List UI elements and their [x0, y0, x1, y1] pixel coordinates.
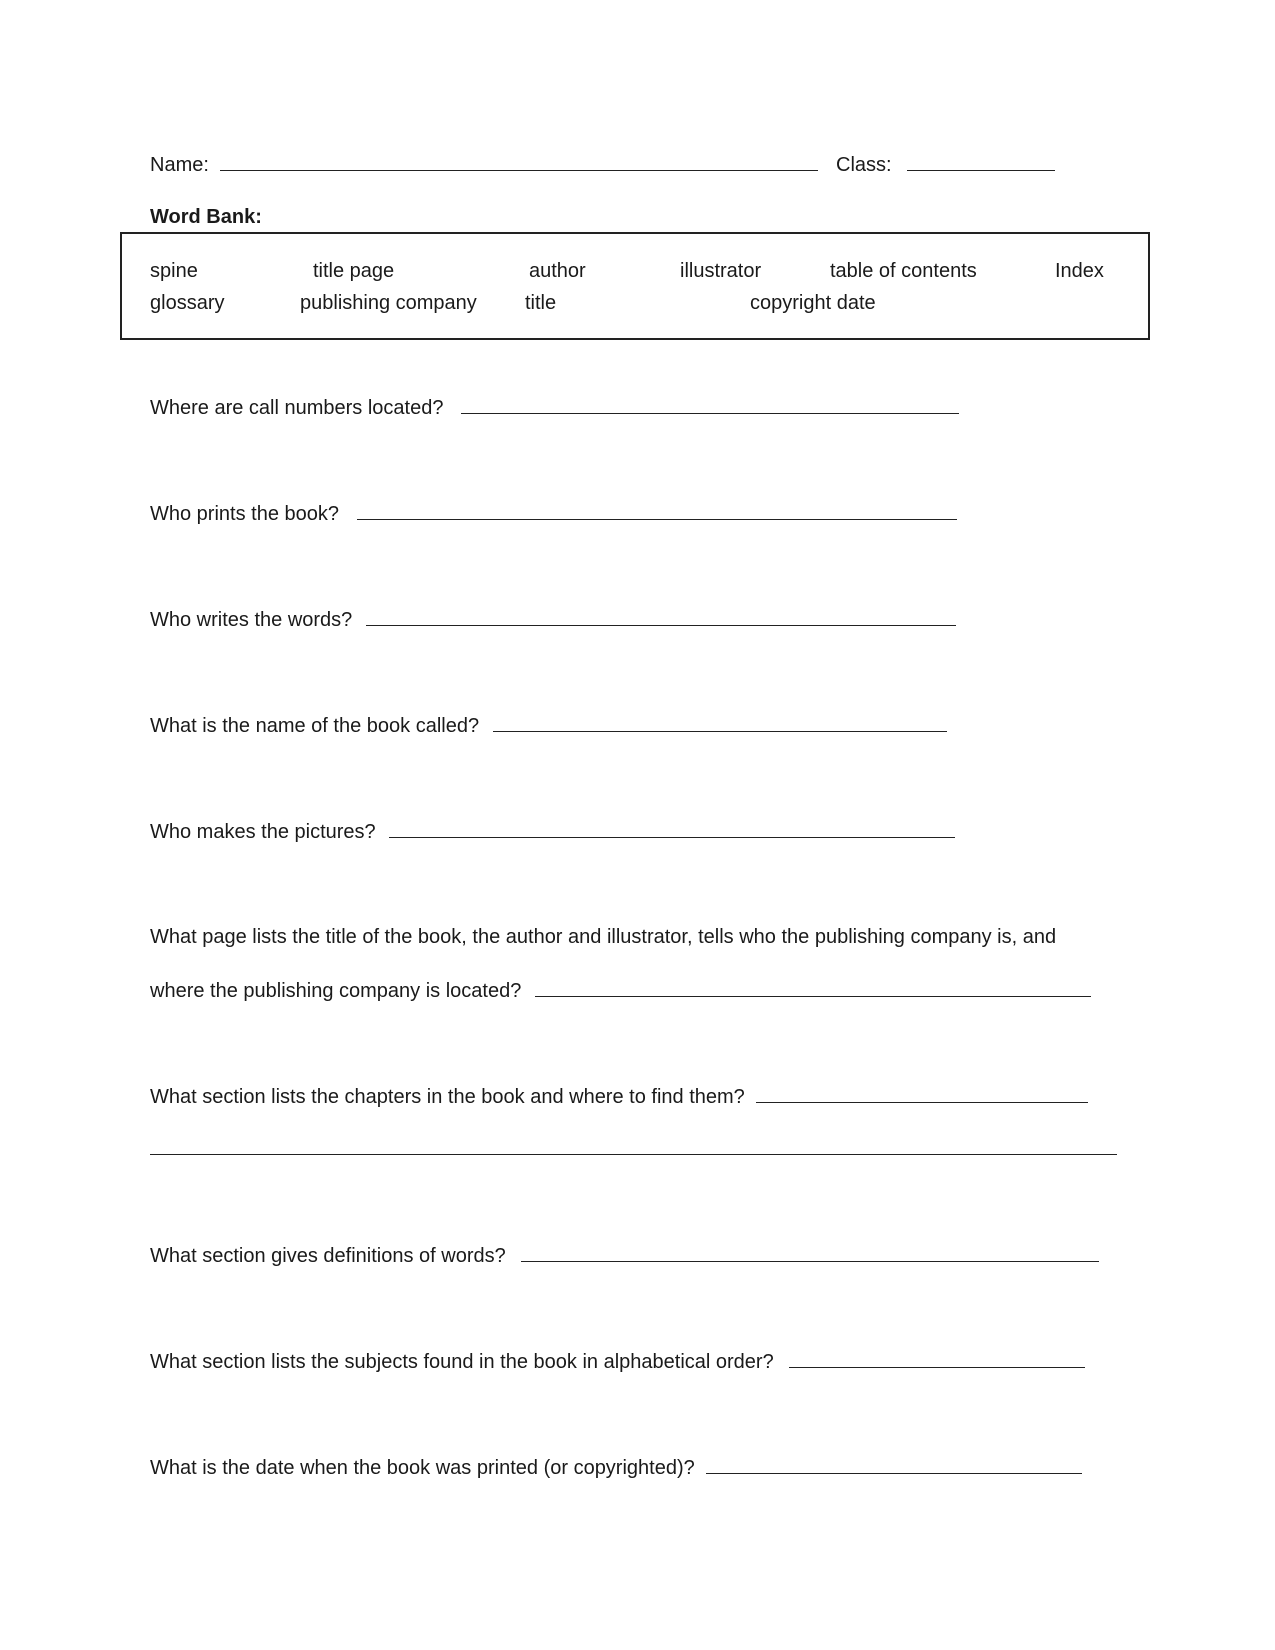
- answer-field[interactable]: [366, 607, 956, 626]
- question-2: [150, 501, 957, 526]
- question-text: What section lists the chapters in the book and where to find them?: [150, 1086, 745, 1108]
- question-6-line-1: What page lists the title of the book, the author and illustrator, tells who the publishing company is, and: [150, 926, 1057, 948]
- word-bank-item: glossary: [150, 292, 225, 314]
- question-text: Who prints the book?: [150, 503, 339, 525]
- question-3: [150, 607, 956, 632]
- answer-field[interactable]: [493, 713, 947, 732]
- question-7: [150, 1084, 1088, 1109]
- question-text: What section lists the subjects found in the book in alphabetical order?: [150, 1351, 774, 1373]
- question-text: Who writes the words?: [150, 609, 353, 631]
- question-6-line-2: [150, 978, 1091, 1003]
- answer-field[interactable]: [706, 1455, 1082, 1474]
- question-text: What is the name of the book called?: [150, 715, 480, 737]
- question-text: What section gives definitions of words?: [150, 1245, 506, 1267]
- word-bank-item: publishing company: [300, 292, 477, 314]
- word-bank-item: copyright date: [750, 292, 876, 314]
- word-bank-item: title: [525, 292, 557, 314]
- name-field[interactable]: [220, 152, 818, 171]
- answer-field[interactable]: [521, 1243, 1099, 1262]
- word-bank-item: illustrator: [680, 260, 762, 282]
- question-text: where the publishing company is located?: [150, 980, 522, 1002]
- question-8: [150, 1243, 1099, 1268]
- question-4: [150, 713, 947, 738]
- class-row: [836, 152, 1055, 177]
- question-9: [150, 1349, 1085, 1374]
- name-label: Name:: [150, 154, 209, 176]
- question-text: Who makes the pictures?: [150, 821, 376, 843]
- question-text: Where are call numbers located?: [150, 397, 444, 419]
- answer-field[interactable]: [389, 819, 955, 838]
- question-10: [150, 1455, 1082, 1480]
- class-field[interactable]: [907, 152, 1055, 171]
- answer-field[interactable]: [535, 978, 1091, 997]
- word-bank-box: [120, 232, 1150, 340]
- question-1: [150, 395, 959, 420]
- word-bank-title: Word Bank:: [150, 206, 262, 228]
- word-bank-item: spine: [150, 260, 198, 282]
- word-bank-item: title page: [313, 260, 395, 282]
- answer-field[interactable]: [357, 501, 957, 520]
- question-text: What is the date when the book was printed (or copyrighted)?: [150, 1457, 695, 1479]
- answer-field[interactable]: [789, 1349, 1085, 1368]
- answer-line-extra[interactable]: [150, 1154, 1117, 1155]
- name-row: [150, 152, 818, 177]
- word-bank-item: author: [529, 260, 586, 282]
- word-bank-item: Index: [1055, 260, 1104, 282]
- answer-field[interactable]: [756, 1084, 1088, 1103]
- question-5: [150, 819, 955, 844]
- answer-field[interactable]: [461, 395, 959, 414]
- class-label: Class:: [836, 154, 892, 176]
- word-bank-item: table of contents: [830, 260, 977, 282]
